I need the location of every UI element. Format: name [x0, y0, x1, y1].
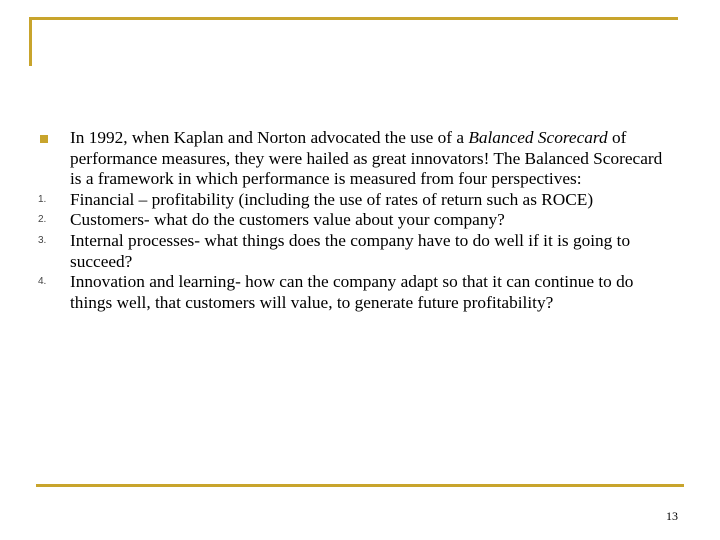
intro-text-end: of performance measures, they were hailed as great innovators! The Balanced Scorecard is a framework in which performance is measured from four perspectives:	[70, 128, 663, 189]
intro-text	[70, 128, 678, 190]
list-item-text: Internal processes- what things does the company have to do well if it is going to succeed?	[70, 230, 631, 271]
list-number: 3.	[38, 234, 47, 246]
left-border-line	[29, 17, 32, 66]
list-item-text: Innovation and learning- how can the company adapt so that it can continue to do things well, that customers will value, to generate future profitability?	[70, 272, 634, 312]
intro-paragraph	[38, 128, 678, 190]
list-item	[38, 272, 678, 313]
list-number: 1.	[38, 193, 47, 205]
list-item-text: Financial – profitability (including the use of rates of return such as ROCE)	[70, 189, 594, 209]
list-number: 2.	[38, 214, 47, 226]
list-number: 4.	[38, 276, 47, 288]
list-item-text: Customers- what do the customers value about your company?	[70, 210, 505, 230]
page-number: 13	[666, 509, 678, 523]
intro-text-start: In 1992, when Kaplan and Norton advocated the use of a	[70, 128, 469, 147]
top-border-line	[29, 17, 678, 20]
list-item	[38, 210, 678, 231]
intro-text-italic: Balanced Scorecard	[468, 128, 608, 147]
bottom-border-line	[36, 484, 684, 487]
list-item	[38, 231, 678, 272]
list-item	[38, 190, 678, 211]
slide-body	[38, 128, 678, 313]
